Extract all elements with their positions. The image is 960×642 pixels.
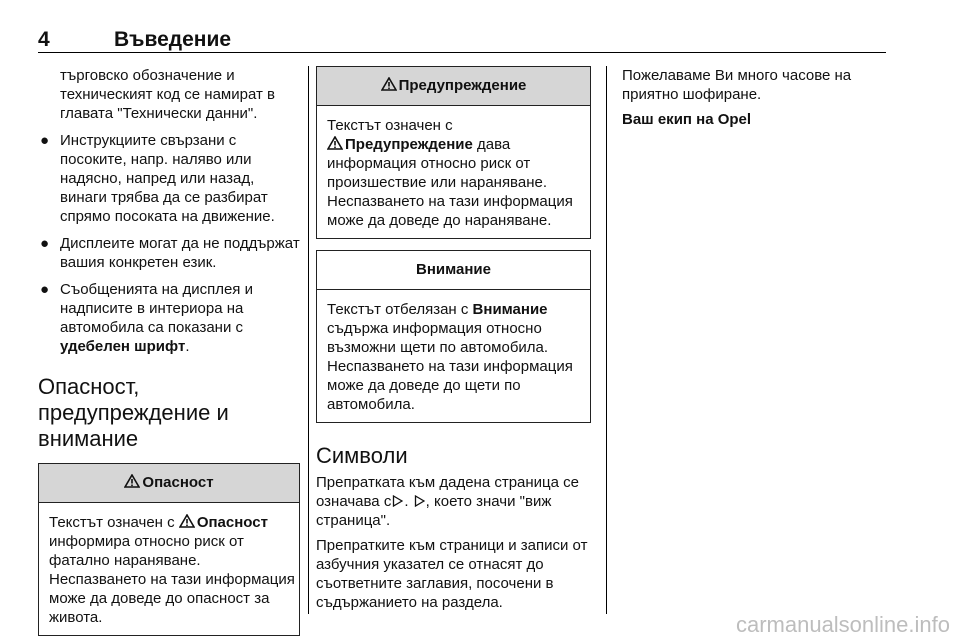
warning-triangle-icon xyxy=(179,514,195,528)
page-reference-triangle-icon xyxy=(414,495,425,507)
symbols-paragraph: Препратките към страници и записи от азбучния указател се отнасят до съответните заглавия, посочени в съдържанието на раздела. xyxy=(316,537,588,611)
column-right xyxy=(622,66,888,129)
paragraph-text: . xyxy=(404,493,409,510)
heading-line: предупреждение и xyxy=(38,400,229,425)
warning-box-body xyxy=(317,106,590,238)
box-text: информира относно риск от фатално нараняване. Неспазването на тази информация може да доведе до опасност за живота. xyxy=(49,533,295,626)
list-item-end: . xyxy=(185,338,190,355)
list-item xyxy=(38,234,300,272)
danger-box-title: Опасност xyxy=(142,474,214,491)
list-item-text: Дисплеите могат да не поддържат вашия конкретен език. xyxy=(60,235,300,271)
danger-box xyxy=(38,463,300,636)
heading-line: Опасност, xyxy=(38,374,140,399)
list-item-text: Инструкциите свързани с посоките, напр. наляво или надясно, напред или назад, винаги трябва да се разбират спрямо посоката на движение. xyxy=(60,132,275,225)
warning-box-title: Предупреждение xyxy=(398,77,527,94)
caution-box xyxy=(316,250,591,423)
warning-box xyxy=(316,66,591,239)
bullet-dot-icon: ● xyxy=(40,132,50,149)
paragraph-text: , което значи "виж страница". xyxy=(316,493,552,529)
continuation-paragraph: търговско обозначение и техническият код се намират в главата "Технически данни". xyxy=(60,67,275,122)
box-text: Текстът означен с xyxy=(327,117,453,134)
box-text: Текстът отбелязан с xyxy=(327,301,473,318)
section-heading-danger xyxy=(38,374,300,452)
box-text: Текстът означен с xyxy=(49,514,179,531)
header-rule xyxy=(38,52,886,53)
list-item xyxy=(38,280,300,356)
caution-box-header: Внимание xyxy=(317,251,590,290)
page-reference-triangle-icon xyxy=(392,495,403,507)
box-bold-term: Опасност xyxy=(196,514,268,531)
box-text: съдържа информация относно възможни щети по автомобила. Неспазването на тази информация може да доведе до щети по автомобила. xyxy=(327,320,573,413)
symbols-paragraph xyxy=(316,473,591,530)
warning-box-header xyxy=(317,67,590,106)
caution-box-body xyxy=(317,290,590,422)
column-divider-left xyxy=(308,66,309,614)
bullet-dot-icon: ● xyxy=(40,281,50,298)
warning-triangle-icon xyxy=(124,474,140,488)
heading-line: внимание xyxy=(38,426,139,451)
watermark: carmanualsonline.info xyxy=(735,612,950,637)
symbols-heading: Символи xyxy=(316,443,408,468)
box-text: дава информация относно риск от произшествие или нараняване. Неспазването на тази информация може да доведе до нараняване. xyxy=(327,136,573,229)
warning-triangle-icon xyxy=(327,136,343,150)
danger-box-header xyxy=(39,464,299,503)
column-divider-right xyxy=(606,66,607,614)
bullet-dot-icon: ● xyxy=(40,235,50,252)
page-header xyxy=(38,28,886,52)
column-middle xyxy=(316,66,591,612)
column-left xyxy=(38,66,300,636)
page-number: 4 xyxy=(38,28,50,51)
closing-paragraph: Пожелаваме Ви много часове на приятно шофиране. xyxy=(622,67,852,103)
paragraph-text: Препратката към дадена страница се означава с xyxy=(316,474,579,510)
box-bold-term: Предупреждение xyxy=(345,136,473,153)
box-bold-term: Внимание xyxy=(472,301,548,318)
signature: Ваш екип на Opel xyxy=(622,111,752,128)
danger-box-body xyxy=(39,503,299,635)
list-item xyxy=(38,131,300,226)
chapter-title: Въведение xyxy=(114,28,232,51)
warning-triangle-icon xyxy=(381,77,397,91)
list-item-bold: удебелен шрифт xyxy=(60,338,186,355)
list-item-text: Съобщенията на дисплея и надписите в интериора на автомобила са показани с xyxy=(60,281,253,336)
